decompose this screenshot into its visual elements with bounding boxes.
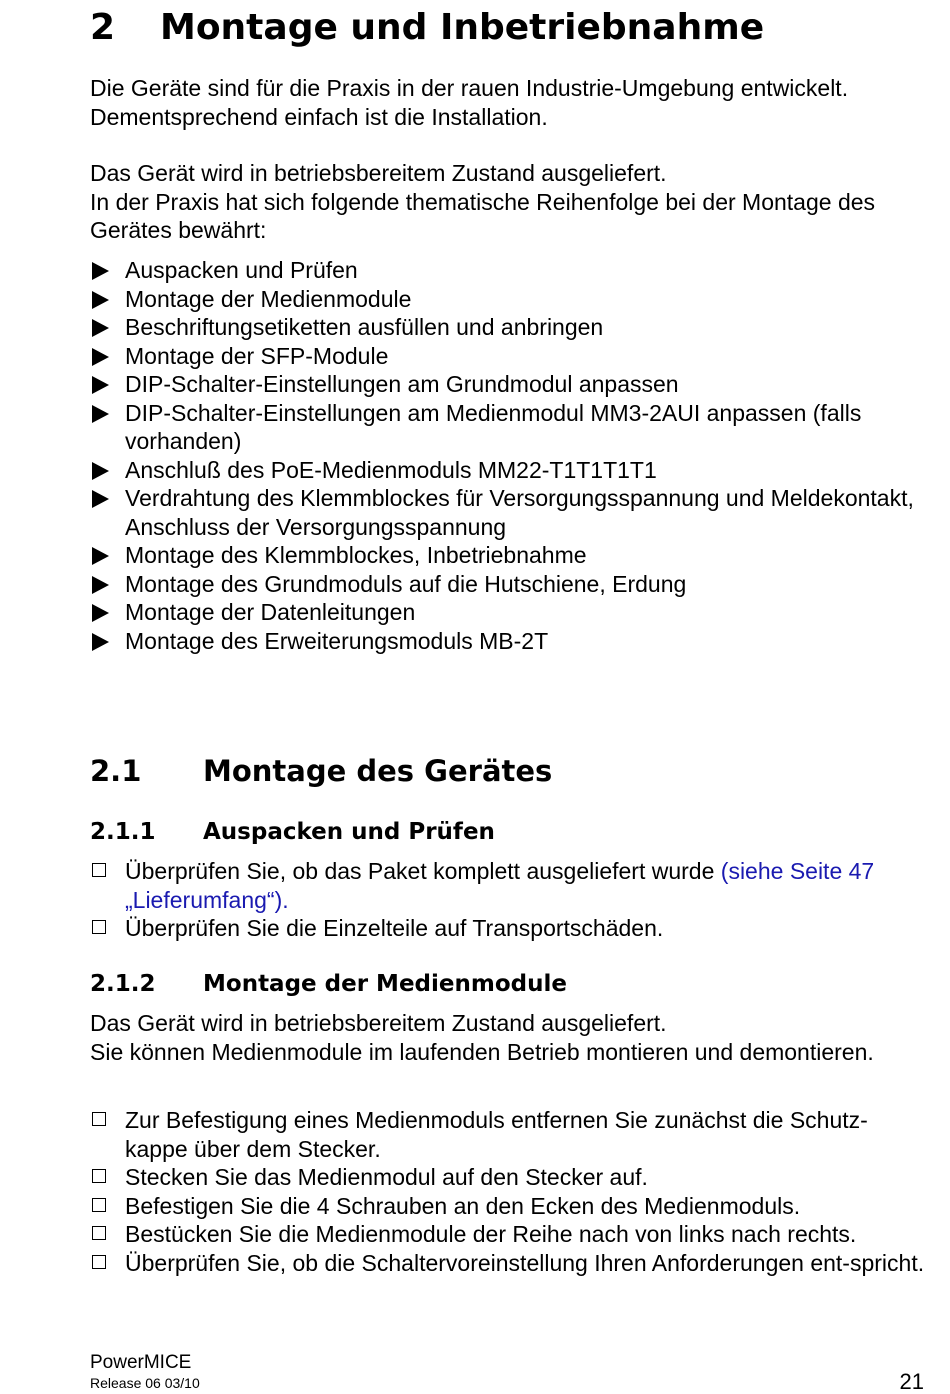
unpacking-checklist (90, 857, 930, 943)
triangle-bullet-icon (92, 262, 109, 280)
list-item: Beschriftungsetiketten ausfüllen und anbringen (90, 313, 930, 342)
list-item: Montage des Grundmoduls auf die Hutschiene, Erdung (90, 570, 930, 599)
checkbox-bullet-icon (92, 1169, 106, 1183)
section-title: Montage der Medienmodule (203, 971, 567, 997)
triangle-bullet-icon (92, 576, 109, 594)
list-item: Überprüfen Sie, ob die Schaltervoreinstellung Ihren Anforderungen ent-spricht. (90, 1249, 930, 1278)
media-modules-paragraph-line-2: Sie können Medienmodule im laufenden Betrieb montieren und demontieren. (90, 1038, 874, 1065)
checkbox-bullet-icon (92, 1112, 106, 1126)
list-item: DIP-Schalter-Einstellungen am Grundmodul anpassen (90, 370, 930, 399)
chapter-number: 2 (90, 7, 116, 48)
intro-paragraph-1: Die Geräte sind für die Praxis in der rauen Industrie-Umgebung entwickelt. Dementsprechend einfach ist die Installation. (90, 75, 849, 130)
list-item: Überprüfen Sie die Einzelteile auf Transportschäden. (90, 914, 930, 943)
section-number: 2.1.2 (90, 971, 156, 997)
list-item: Auspacken und Prüfen (90, 256, 930, 285)
chapter-heading (90, 6, 764, 50)
intro-paragraph-2 (90, 159, 930, 245)
checkbox-bullet-icon (92, 1255, 106, 1269)
footer-release-info: Release 06 03/10 (90, 1375, 200, 1391)
installation-steps-list (90, 256, 930, 655)
list-item: Montage der Medienmodule (90, 285, 930, 314)
section-heading-2-1-1 (90, 817, 495, 847)
triangle-bullet-icon (92, 405, 109, 423)
footer-product-name: PowerMICE (90, 1352, 192, 1373)
list-item: Montage des Erweiterungsmoduls MB-2T (90, 627, 930, 656)
section-heading-2-1-2 (90, 969, 567, 999)
list-item: Zur Befestigung eines Medienmoduls entfernen Sie zunächst die Schutz-kappe über dem Stecker. (90, 1106, 930, 1163)
list-item: Überprüfen Sie, ob das Paket komplett ausgeliefert wurde (siehe Seite 47 „Lieferumfang“). (90, 857, 930, 914)
triangle-bullet-icon (92, 348, 109, 366)
intro-paragraph-2-line-1: Das Gerät wird in betriebsbereitem Zustand ausgeliefert. (90, 160, 667, 186)
section-number: 2.1 (90, 754, 142, 788)
triangle-bullet-icon (92, 547, 109, 565)
checkbox-bullet-icon (92, 863, 106, 877)
triangle-bullet-icon (92, 462, 109, 480)
checkbox-bullet-icon (92, 1198, 106, 1212)
triangle-bullet-icon (92, 604, 109, 622)
footer-page-number: 21 (899, 1369, 924, 1394)
list-item: Stecken Sie das Medienmodul auf den Stecker auf. (90, 1163, 930, 1192)
triangle-bullet-icon (92, 490, 109, 508)
list-item: Bestücken Sie die Medienmodule der Reihe nach von links nach rechts. (90, 1220, 930, 1249)
page-reference-link[interactable]: (siehe Seite 47 „Lieferumfang“). (125, 858, 875, 913)
checkbox-bullet-icon (92, 920, 106, 934)
media-modules-paragraph-line-1: Das Gerät wird in betriebsbereitem Zustand ausgeliefert. (90, 1010, 667, 1036)
section-title: Auspacken und Prüfen (203, 819, 495, 845)
list-item: Verdrahtung des Klemmblockes für Versorgungsspannung und Meldekontakt, Anschluss der Versorgungsspannung (90, 484, 930, 541)
triangle-bullet-icon (92, 376, 109, 394)
section-title: Montage des Gerätes (203, 754, 553, 788)
checkbox-bullet-icon (92, 1226, 106, 1240)
section-number: 2.1.1 (90, 819, 156, 845)
triangle-bullet-icon (92, 291, 109, 309)
list-item: DIP-Schalter-Einstellungen am Medienmodul MM3-2AUI anpassen (falls vorhanden) (90, 399, 930, 456)
list-item: Montage der SFP-Module (90, 342, 930, 371)
list-item: Montage des Klemmblockes, Inbetriebnahme (90, 541, 930, 570)
media-modules-checklist (90, 1106, 930, 1277)
triangle-bullet-icon (92, 319, 109, 337)
triangle-bullet-icon (92, 633, 109, 651)
media-modules-paragraph (90, 1009, 930, 1066)
list-item: Befestigen Sie die 4 Schrauben an den Ecken des Medienmoduls. (90, 1192, 930, 1221)
chapter-title: Montage und Inbetriebnahme (160, 7, 765, 48)
section-heading-2-1 (90, 752, 552, 790)
list-item: Anschluß des PoE-Medienmoduls MM22-T1T1T1T1 (90, 456, 930, 485)
intro-paragraph-2-line-2: In der Praxis hat sich folgende thematische Reihenfolge bei der Montage des Gerätes bewährt: (90, 188, 876, 243)
list-item: Montage der Datenleitungen (90, 598, 930, 627)
